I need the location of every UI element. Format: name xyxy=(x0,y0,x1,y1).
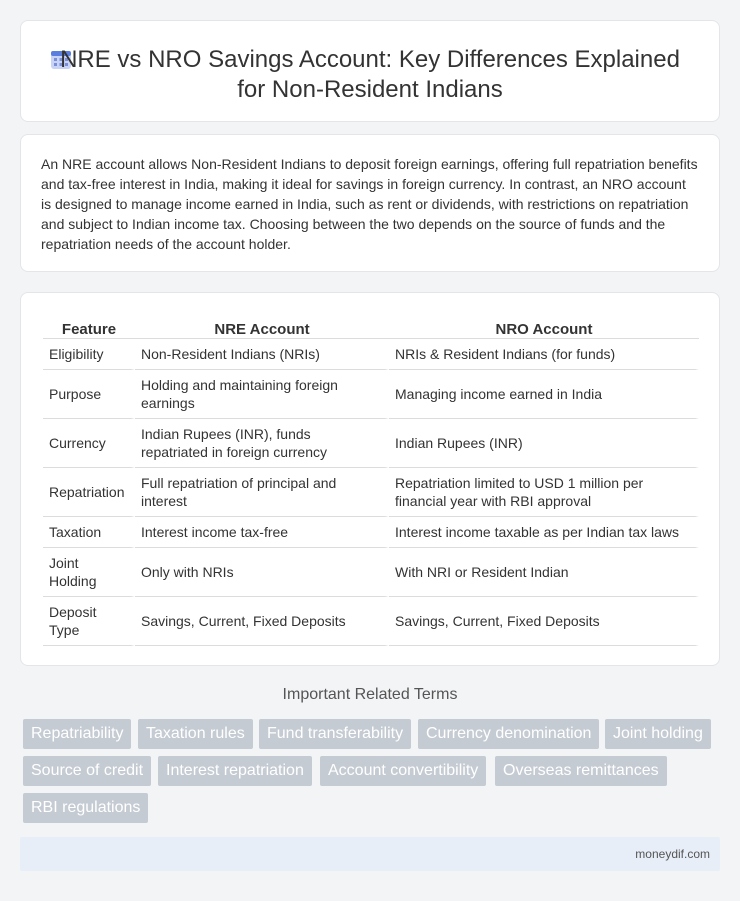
tag-repatriability[interactable]: Repatriability xyxy=(23,719,131,749)
table-cell-nre: Full repatriation of principal and interest xyxy=(135,468,389,517)
table-cell-nre: Only with NRIs xyxy=(135,548,389,597)
footer-site[interactable]: moneydif.com xyxy=(635,847,710,861)
intro-paragraph: An NRE account allows Non-Resident Indians to deposit foreign earnings, offering full repatriation benefits and tax-free interest in India, making it ideal for savings in foreign currency. In contrast, an NRO account is designed to manage income earned in India, such as rent or dividends, with restrictions on repatriation and subject to Indian income tax. Choosing between the two depends on the source of funds and the repatriation needs of the account holder. xyxy=(41,156,698,252)
header-feature: Feature xyxy=(43,311,135,339)
table-cell-nro: Indian Rupees (INR) xyxy=(389,419,699,468)
table-row xyxy=(43,370,699,419)
header-nro: NRO Account xyxy=(389,311,699,339)
tag-taxation-rules[interactable]: Taxation rules xyxy=(138,719,253,749)
tag-fund-transferability[interactable]: Fund transferability xyxy=(259,719,411,749)
table-cell-nro: NRIs & Resident Indians (for funds) xyxy=(389,339,699,370)
table-cell-feature: Eligibility xyxy=(43,339,135,370)
related-terms-heading: Important Related Terms xyxy=(282,686,458,703)
table-cell-nro: Interest income taxable as per Indian tax laws xyxy=(389,517,699,548)
tag-interest-repatriation[interactable]: Interest repatriation xyxy=(158,756,312,786)
table-row xyxy=(43,339,699,370)
table-cell-nre: Non-Resident Indians (NRIs) xyxy=(135,339,389,370)
tag-currency-denomination[interactable]: Currency denomination xyxy=(418,719,599,749)
tag-overseas-remittances[interactable]: Overseas remittances xyxy=(495,756,667,786)
table-cell-feature: Joint Holding xyxy=(43,548,135,597)
table-cell-feature: Deposit Type xyxy=(43,597,135,646)
tag-joint-holding[interactable]: Joint holding xyxy=(605,719,711,749)
table-cell-nre: Savings, Current, Fixed Deposits xyxy=(135,597,389,646)
tag-source-of-credit[interactable]: Source of credit xyxy=(23,756,151,786)
table-cell-nre: Interest income tax-free xyxy=(135,517,389,548)
table-row xyxy=(43,597,699,646)
table-cell-feature: Purpose xyxy=(43,370,135,419)
comparison-table-card xyxy=(20,292,720,666)
table-row xyxy=(43,468,699,517)
header-nre: NRE Account xyxy=(135,311,389,339)
table-cell-nre: Holding and maintaining foreign earnings xyxy=(135,370,389,419)
table-cell-nro: With NRI or Resident Indian xyxy=(389,548,699,597)
table-header-row xyxy=(43,311,699,339)
table-cell-feature: Taxation xyxy=(43,517,135,548)
table-row xyxy=(43,419,699,468)
table-cell-feature: Currency xyxy=(43,419,135,468)
title-card xyxy=(20,20,720,122)
table-cell-feature: Repatriation xyxy=(43,468,135,517)
tag-rbi-regulations[interactable]: RBI regulations xyxy=(23,793,148,823)
footer xyxy=(20,837,720,871)
page-title-line-2: for Non-Resident Indians xyxy=(237,76,503,103)
comparison-table xyxy=(43,311,699,646)
table-cell-nro: Savings, Current, Fixed Deposits xyxy=(389,597,699,646)
table-row xyxy=(43,548,699,597)
page-title xyxy=(21,45,719,105)
table-cell-nre: Indian Rupees (INR), funds repatriated in foreign currency xyxy=(135,419,389,468)
table-cell-nro: Managing income earned in India xyxy=(389,370,699,419)
intro-card xyxy=(20,134,720,272)
table-row xyxy=(43,517,699,548)
table-cell-nro: Repatriation limited to USD 1 million per financial year with RBI approval xyxy=(389,468,699,517)
page-title-line-1: NRE vs NRO Savings Account: Key Differences Explained xyxy=(60,46,680,73)
tag-account-convertibility[interactable]: Account convertibility xyxy=(320,756,486,786)
